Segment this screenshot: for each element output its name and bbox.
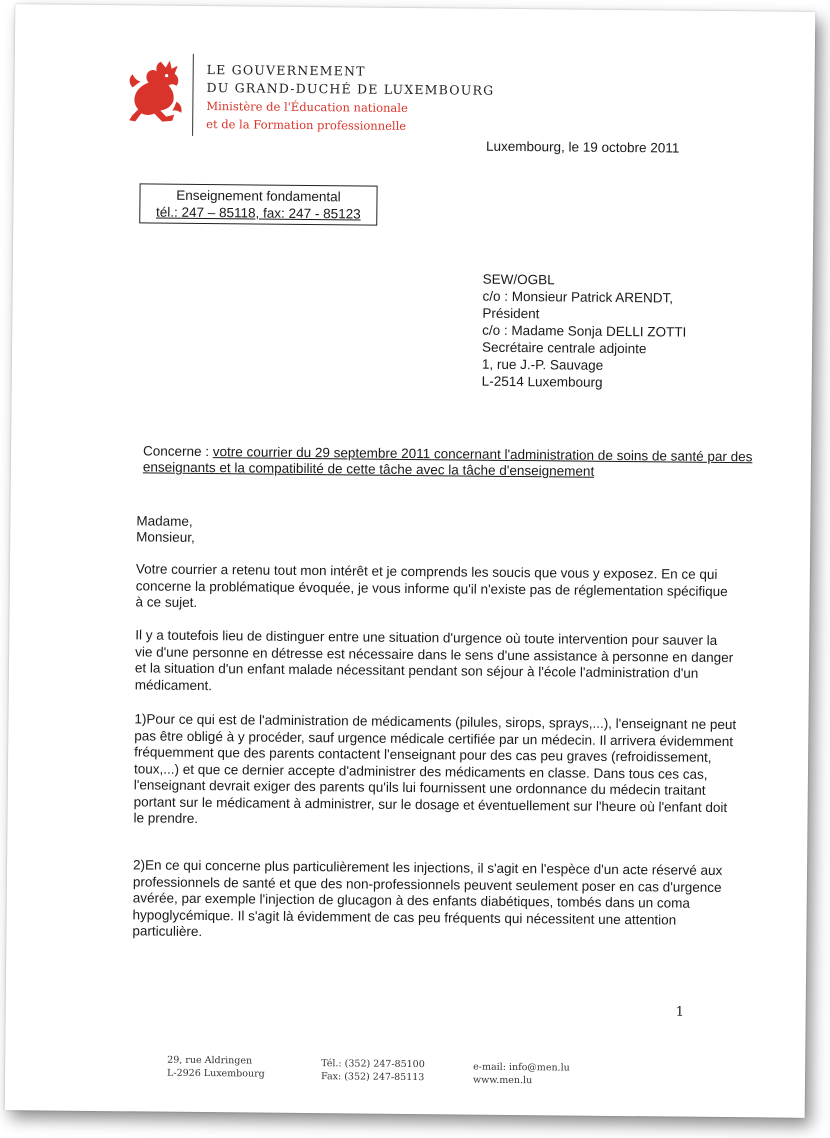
footer-tel: Tél.: (352) 247-85100 [321, 1058, 425, 1071]
subject-prefix: Concerne : [142, 443, 213, 460]
ministry-name-line1: Ministère de l'Éducation nationale [206, 99, 408, 115]
recipient-line: Président [482, 305, 540, 322]
footer-email: e-mail: info@men.lu [473, 1061, 570, 1074]
footer-address-line: 29, rue Aldringen [167, 1054, 253, 1067]
recipient-line: c/o : Monsieur Patrick ARENDT, [482, 288, 674, 306]
letterhead-divider [192, 54, 194, 136]
letter-date: Luxembourg, le 19 octobre 2011 [485, 138, 680, 156]
service-contact: tél.: 247 – 85118, fax: 247 - 85123 [155, 204, 361, 222]
recipient-line: 1, rue J.-P. Sauvage [481, 356, 604, 373]
salutation-line: Madame, [136, 513, 193, 529]
footer-website: www.men.lu [472, 1074, 533, 1087]
subject-text: votre courrier du 29 septembre 2011 concernant l'administration de soins de santé par des enseignants et la compatibilité de cette tâche avec la tâche d'enseignement [142, 444, 753, 479]
recipient-line: Secrétaire centrale adjointe [481, 339, 647, 357]
subject-line [143, 443, 759, 481]
government-name-line2: DU GRAND-DUCHÉ DE LUXEMBOURG [206, 80, 495, 98]
body-paragraph: 1)Pour ce qui est de l'administration de médicaments (pilules, sirops, sprays,...), l'enseignant ne peut pas être obligé à y procéder, sauf urgence médicale certifiée par un médecin. Il arrivera évidemment fréquemment que des parents contactent l'enseignant pour des cas peu graves (refroidissement, toux,...) et que ce dernier accepte d'administrer des médicaments en classe. Dans tous ces cas, l'enseignant devrait exiger des parents qu'ils lui fournissent une ordonnance du médecin traitant portant sur le médicament à administrer, sur le dosage et éventuellement sur l'heure où l'enfant doit le prendre. [133, 711, 737, 826]
body-paragraph: Votre courrier a retenu tout mon intérêt et je comprends les soucis que vous y exposez. En ce qui concerne la problématique évoquée, je vous informe qu'il n'existe pas de réglementation spécifique à ce sujet. [135, 561, 728, 610]
recipient-line: c/o : Madame Sonja DELLI ZOTTI [482, 322, 687, 340]
footer-address-line: L-2926 Luxembourg [167, 1067, 265, 1080]
body-paragraph: Il y a toutefois lieu de distinguer entre une situation d'urgence où toute intervention pour sauver la vie d'une personne en détresse est nécessaire dans le sens d'une assistance à personne en danger et la situation d'un enfant malade nécessitant pendant son séjour à l'école l'administration d'un médicament. [134, 627, 734, 693]
footer-address [167, 1054, 265, 1081]
recipient-line: SEW/OGBL [482, 271, 555, 288]
page-number: 1 [675, 1004, 685, 1020]
footer-fax: Fax: (352) 247-85113 [320, 1071, 425, 1084]
service-name: Enseignement fondamental [176, 187, 341, 205]
service-box [139, 183, 377, 225]
footer-phone [321, 1057, 425, 1084]
lion-crest-icon [126, 57, 185, 128]
footer-contact [473, 1061, 570, 1088]
salutation-line: Monsieur, [136, 529, 195, 545]
recipient-line: L-2514 Luxembourg [481, 373, 603, 390]
government-name-line1: LE GOUVERNEMENT [206, 62, 366, 79]
letter-page [5, 4, 816, 1118]
ministry-name-line2: et de la Formation professionnelle [206, 117, 407, 133]
body-paragraph: 2)En ce qui concerne plus particulièrement les injections, il s'agit en l'espèce d'un acte réservé aux professionnels de santé et que des non-professionnels peuvent seulement poser en cas d'urgence avérée, par exemple l'injection de glucagon à des enfants diabétiques, tombés dans un coma hypoglycémique. Il s'agit là évidemment de cas peu fréquents qui nécessitent une attention particulière. [132, 857, 723, 940]
